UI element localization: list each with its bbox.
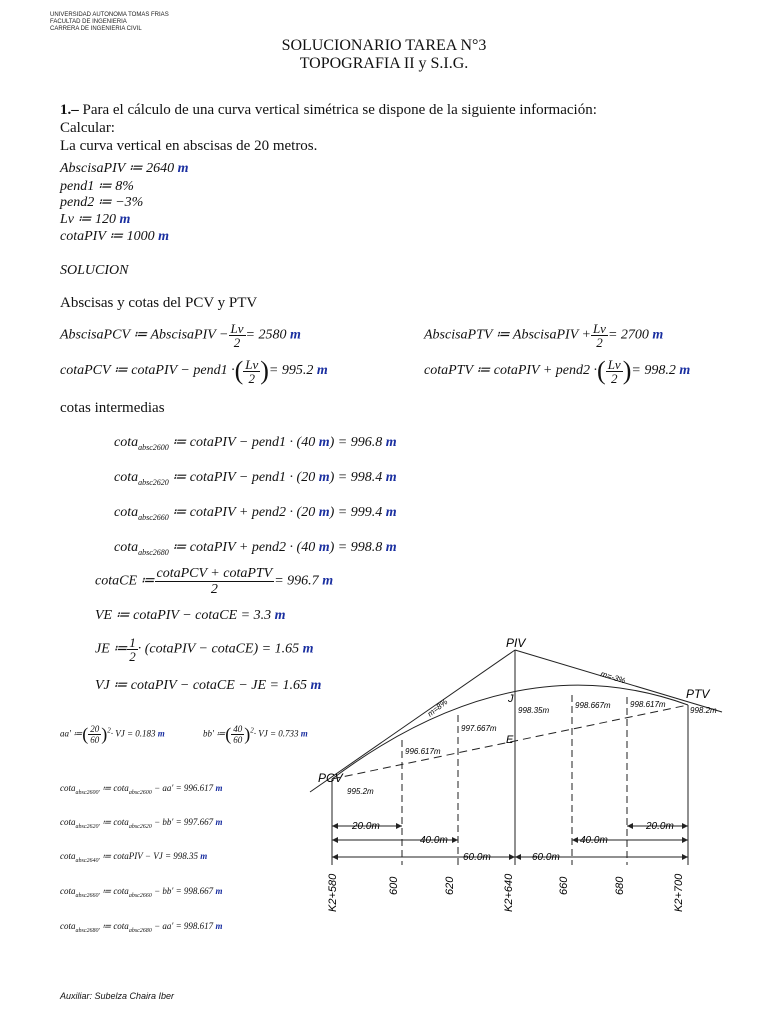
cota-label: cota [114, 505, 139, 520]
cota-subscript: absc2600 [138, 442, 169, 452]
eq-rhs: ≔ cotaPIV − pend1 · (40 [168, 435, 319, 450]
eq-cota-ptv-lhs: cotaPTV ≔ cotaPIV + pend2 · [424, 363, 598, 379]
cota-label: cota [114, 540, 139, 555]
frac-num: cotaPCV + cotaPTV [156, 566, 273, 581]
dim-label-20-right: 20.0m [646, 821, 674, 832]
unit-m: m [300, 728, 308, 739]
dim-label-20-left: 20.0m [352, 821, 380, 832]
frac-num: Lv [245, 356, 259, 372]
problem-number: 1.– [60, 102, 79, 118]
eq-cota-pcv-lhs: cotaPCV ≔ cotaPIV − pend1 · [60, 363, 235, 379]
eq-ve-expr: VE ≔ cotaPIV − cotaCE = 3.3 [95, 608, 272, 623]
unit-m: m [385, 505, 397, 520]
frac-den: 60 [90, 735, 100, 745]
eq-result: ) = 998.4 [329, 470, 383, 485]
title-line-2: TOPOGRAFIA II y S.I.G. [299, 55, 469, 72]
eq-mid: ≔ cota [99, 783, 129, 793]
cota-subscript: absc2620′ [75, 823, 100, 830]
frac-den: 2 [248, 370, 255, 386]
header-line-2: FACULTAD DE INGENIERIA [50, 19, 127, 25]
frac-num: 1 [129, 635, 136, 650]
eq-rhs: ≔ cotaPIV + pend2 · (20 [168, 505, 319, 520]
eq-cota-ptv-result: = 998.2 [631, 363, 676, 379]
dim-label-60-right: 60.0m [532, 852, 560, 863]
elev-680: 998.617m [630, 700, 666, 709]
station-label-660: 660 [558, 876, 570, 895]
frac-num: 20 [90, 724, 100, 734]
eq-rhs: ≔ cotaPIV + pend2 · (40 [168, 540, 319, 555]
unit-m: m [310, 678, 322, 693]
cota-label: cota [114, 470, 139, 485]
eq-aa-lhs: aa′ ≔ [60, 728, 83, 739]
eq-bb-rhs: · VJ = 0.733 [253, 728, 299, 739]
exponent: 2 [250, 726, 254, 735]
unit-m: m [318, 470, 330, 485]
eq-aa-rhs: · VJ = 0.183 [110, 728, 156, 739]
eq-cota-ptv: cotaPTV ≔ cotaPIV + pend2 ·( $\frac{Lv}{2}$ )= 998.2 m [424, 356, 691, 386]
station-label-600: 600 [388, 876, 400, 895]
elev-640: 998.35m [518, 706, 550, 715]
header-line-3: CARRERA DE INGENIERIA CIVIL [50, 26, 142, 32]
cota-label: cota [60, 851, 76, 861]
label-ptv: PTV [686, 687, 710, 701]
solucion-label: SOLUCION [60, 263, 129, 278]
cota-label: cota [60, 886, 76, 896]
eq-abscisa-pcv-result: = 2580 [245, 327, 287, 343]
elev-pcv: 995.2m [347, 787, 374, 796]
eq-mid: ≔ cota [99, 921, 129, 931]
unit-m: m [215, 921, 223, 931]
label-piv: PIV [506, 636, 526, 650]
elev-620: 997.667m [461, 724, 497, 733]
unit-m: m [215, 783, 223, 793]
eq-result: ) = 996.8 [329, 435, 383, 450]
given-cota-piv-expr: cotaPIV ≔ 1000 [60, 229, 155, 244]
unit-m: m [385, 435, 397, 450]
unit-m: m [322, 573, 334, 589]
eq-abscisa-ptv-lhs: AbscisaPTV ≔ AbscisaPIV + [424, 327, 591, 343]
eq-rhs: ≔ cotaPIV − VJ = 998.35 [99, 851, 199, 861]
unit-m: m [318, 540, 330, 555]
station-label-620: 620 [444, 876, 456, 895]
unit-m: m [119, 212, 131, 227]
cota-label: cota [60, 783, 76, 793]
unit-m: m [274, 608, 286, 623]
station-label-640: K2+640 [503, 873, 515, 912]
eq-rhs: − aa′ = 996.617 [151, 783, 214, 793]
given-pend2: pend2 ≔ −3% [60, 195, 144, 210]
cota-subscript: absc2620 [138, 477, 169, 487]
dim-label-60-left: 60.0m [463, 852, 491, 863]
unit-m: m [158, 229, 170, 244]
unit-m: m [215, 886, 223, 896]
problem-text: Para el cálculo de una curva vertical simétrica se dispone de la siguiente información: [78, 102, 597, 118]
eq-rhs: − bb′ = 998.667 [151, 886, 214, 896]
title-line-1: SOLUCIONARIO TAREA N°3 [281, 37, 487, 54]
cota-label: cota [114, 435, 139, 450]
elev-660: 998.667m [575, 701, 611, 710]
eq-je-lhs: JE ≔ [95, 641, 128, 657]
eq-rhs: − bb′ = 997.667 [151, 817, 214, 827]
station-label-700: K2+700 [673, 873, 685, 912]
eq-result: ) = 998.8 [329, 540, 383, 555]
frac-den: 2 [596, 335, 603, 350]
frac-num: Lv [607, 356, 621, 372]
cota-subscript: absc2660 [128, 892, 152, 899]
dim-label-40-left: 40.0m [420, 835, 448, 846]
frac-num: Lv [592, 321, 606, 336]
frac-den: 2 [233, 335, 241, 350]
eq-result: ) = 999.4 [329, 505, 383, 520]
cotas-intermedias-heading: cotas intermedias [60, 400, 165, 416]
cota-subscript: absc2600 [128, 789, 152, 796]
frac-den: 2 [610, 370, 618, 386]
eq-cota-pcv: cotaPCV ≔ cotaPIV − pend1 ·( $\frac{Lv}{2}$ )= 995.2 m [60, 356, 328, 386]
label-slope-1: m=8% [425, 697, 450, 719]
eq-abscisa-pcv-lhs: AbscisaPCV ≔ AbscisaPIV − [60, 327, 229, 343]
frac-den: 2 [129, 649, 136, 664]
cota-subscript: absc2660′ [75, 892, 100, 899]
abscisas-heading: Abscisas y cotas del PCV y PTV [60, 295, 258, 311]
station-label-680: 680 [614, 876, 626, 895]
cota-subscript: absc2620 [128, 823, 152, 830]
frac-den: 2 [210, 582, 218, 597]
station-label-580: K2+580 [327, 873, 339, 912]
exponent: 2 [107, 726, 111, 735]
eq-rhs: ≔ cotaPIV − pend1 · (20 [168, 470, 319, 485]
unit-m: m [318, 435, 330, 450]
elev-600: 996.617m [405, 747, 441, 756]
eq-mid: ≔ cota [99, 886, 129, 896]
eq-cota-ce-lhs: cotaCE ≔ [95, 573, 155, 589]
unit-m: m [200, 851, 208, 861]
cota-subscript: absc2680 [128, 927, 152, 934]
given-lv-expr: Lv ≔ 120 [60, 212, 116, 227]
label-slope-2: m=-3% [599, 669, 627, 686]
cota-label: cota [60, 817, 76, 827]
unit-m: m [652, 327, 664, 343]
elev-ptv: 998.2m [690, 706, 717, 715]
eq-mid: ≔ cota [99, 817, 129, 827]
eq-bb-prime: bb′ ≔( $\frac{40}{60}$ )$^2$· VJ = 0.733 m [203, 724, 308, 745]
eq-je-rhs: · (cotaPIV − cotaCE) = 1.65 [137, 641, 300, 657]
unit-m: m [679, 363, 691, 379]
unit-m: m [385, 470, 397, 485]
cota-subscript: absc2660 [138, 512, 169, 522]
unit-m: m [302, 641, 314, 657]
eq-aa-prime: aa′ ≔( $\frac{20}{60}$ )$^2$· VJ = 0.183 m [60, 724, 165, 745]
given-pend1: pend1 ≔ 8% [60, 179, 134, 194]
eq-cota-pcv-result: = 995.2 [268, 363, 314, 379]
eq-rhs: − aa′ = 998.617 [151, 921, 214, 931]
unit-m: m [157, 728, 165, 739]
cota-label: cota [60, 921, 76, 931]
unit-m: m [289, 327, 301, 343]
problem-task: La curva vertical en abscisas de 20 metros. [60, 138, 318, 154]
unit-m: m [385, 540, 397, 555]
label-e: E [506, 734, 514, 746]
eq-bb-lhs: bb′ ≔ [203, 728, 226, 739]
frac-num: Lv [230, 321, 244, 336]
cota-subscript: absc2680 [138, 547, 169, 557]
unit-m: m [177, 161, 189, 176]
label-pcv: PCV [318, 771, 343, 785]
cota-subscript: absc2640′ [75, 857, 100, 864]
given-abscisa-piv-expr: AbscisaPIV ≔ 2640 [60, 161, 175, 176]
unit-m: m [316, 363, 328, 379]
footer-author: Auxiliar: Subelza Chaira Iber [60, 991, 175, 1001]
frac-den: 60 [233, 735, 243, 745]
eq-vj-expr: VJ ≔ cotaPIV − cotaCE − JE = 1.65 [95, 678, 307, 693]
unit-m: m [215, 817, 223, 827]
cota-subscript: absc2680′ [75, 927, 100, 934]
label-j: J [508, 693, 514, 705]
eq-cota-ce-result: = 996.7 [274, 573, 319, 589]
dim-label-40-right: 40.0m [580, 835, 608, 846]
eq-abscisa-ptv-result: = 2700 [607, 327, 649, 343]
cota-subscript: absc2600′ [75, 789, 100, 796]
calcular-label: Calcular: [60, 120, 115, 136]
frac-num: 40 [233, 724, 243, 734]
header-line-1: UNIVERSIDAD AUTONOMA TOMAS FRIAS [50, 12, 169, 18]
unit-m: m [318, 505, 330, 520]
